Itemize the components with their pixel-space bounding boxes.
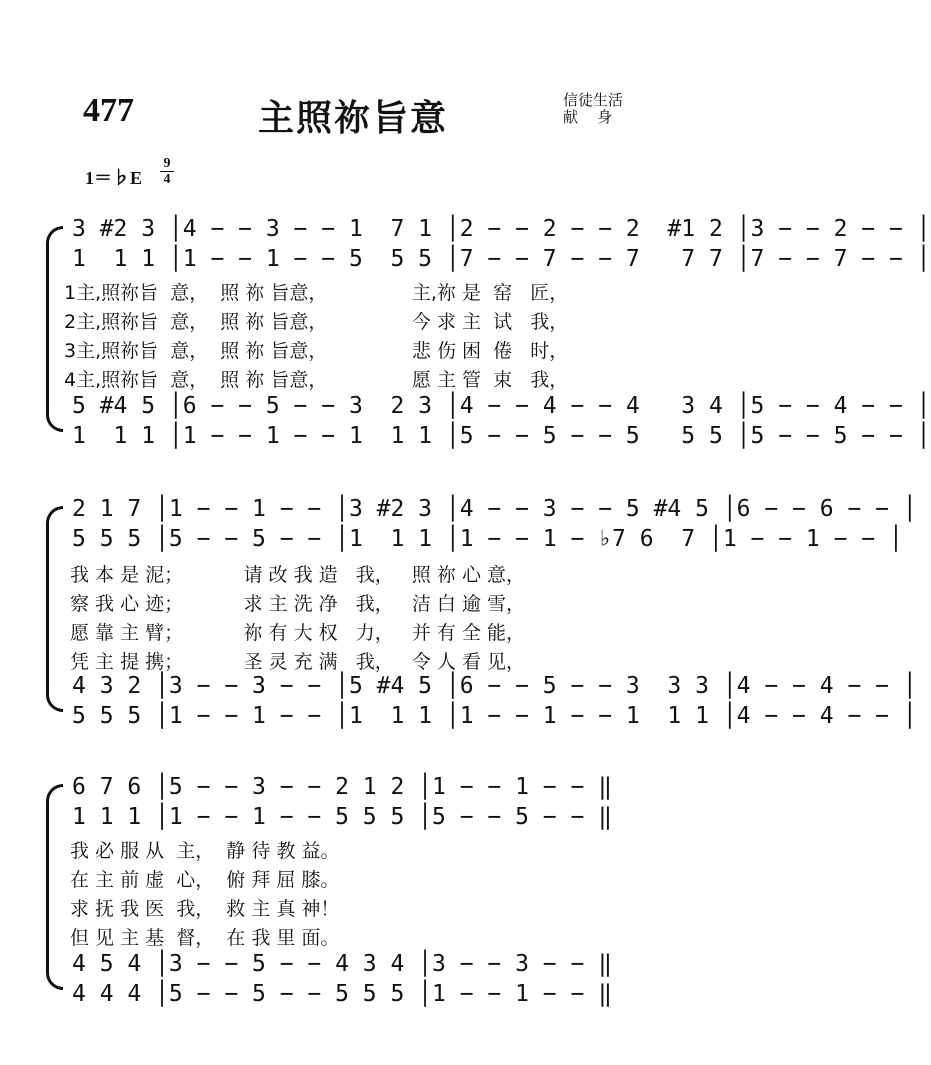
credit-line-1: 信徒生活 bbox=[563, 91, 624, 109]
soprano-line: 6 7 6 │5 − − 3 − − 2 1 2 │1 − − 1 − − ‖ bbox=[72, 774, 613, 800]
lyric-verse-4: 但 见 主 基 督， 在 我 里 面。 bbox=[70, 927, 340, 949]
lyric-verse-2: 在 主 前 虚 心， 俯 拜 屈 膝。 bbox=[70, 869, 340, 891]
lyric-verse-1: 我 必 服 从 主， 静 待 教 益。 bbox=[70, 840, 340, 862]
bass-line: 4 4 4 │5 − − 5 − − 5 5 5 │1 − − 1 − − ‖ bbox=[72, 981, 613, 1007]
lyric-verse-3: 求 抚 我 医 我， 救 主 真 神！ bbox=[70, 898, 340, 920]
key-signature: 1＝♭E bbox=[85, 168, 143, 188]
time-signature-top: 9 bbox=[163, 156, 171, 171]
lyric-verse-4: 4主,照祢旨 意， 照 祢 旨意， 愿 主 管 束 我， bbox=[64, 369, 569, 391]
time-signature-bottom: 4 bbox=[163, 172, 171, 187]
alto-line: 1 1 1 │1 − − 1 − − 5 5 5 │7 − − 7 − − 7 7 7 │7 − − 7 − − │ bbox=[72, 246, 931, 272]
tenor-line: 5 #4 5 │6 − − 5 − − 3 2 3 │4 − − 4 − − 4 3 4 │5 − − 4 − − │ bbox=[72, 393, 931, 419]
lyric-verse-3: 愿 靠 主 臂； 祢 有 大 权 力， 并 有 全 能， bbox=[70, 622, 525, 644]
lyric-verse-1: 1主,照祢旨 意， 照 祢 旨意， 主,祢 是 窑 匠， bbox=[64, 282, 569, 304]
bass-line: 5 5 5 │1 − − 1 − − │1 1 1 │1 − − 1 − − 1 1 1 │4 − − 4 − − │ bbox=[72, 703, 917, 729]
hymn-title: 主照祢旨意 bbox=[258, 98, 449, 139]
credit-block bbox=[563, 92, 623, 126]
lyric-verse-4: 凭 主 提 携； 圣 灵 充 满 我， 令 人 看 见， bbox=[70, 651, 525, 673]
lyric-verse-2: 2主,照祢旨 意， 照 祢 旨意， 今 求 主 试 我， bbox=[64, 311, 569, 333]
soprano-line: 3 #2 3 │4 − − 3 − − 1 7 1 │2 − − 2 − − 2 #1 2 │3 − − 2 − − │ bbox=[72, 216, 931, 242]
credit-line-2: 献 身 bbox=[563, 108, 613, 126]
alto-line: 5 5 5 │5 − − 5 − − │1 1 1 │1 − − 1 − ♭7 6 7 │1 − − 1 − − │ bbox=[72, 526, 903, 552]
lyric-verse-2: 察 我 心 迹； 求 主 洗 净 我， 洁 白 逾 雪， bbox=[70, 593, 525, 615]
bass-line: 1 1 1 │1 − − 1 − − 1 1 1 │5 − − 5 − − 5 5 5 │5 − − 5 − − │ bbox=[72, 423, 931, 449]
tenor-line: 4 3 2 │3 − − 3 − − │5 #4 5 │6 − − 5 − − 3 3 3 │4 − − 4 − − │ bbox=[72, 673, 917, 699]
alto-line: 1 1 1 │1 − − 1 − − 5 5 5 │5 − − 5 − − ‖ bbox=[72, 804, 613, 830]
soprano-line: 2 1 7 │1 − − 1 − − │3 #2 3 │4 − − 3 − − 5 #4 5 │6 − − 6 − − │ bbox=[72, 496, 917, 522]
lyric-verse-3: 3主,照祢旨 意， 照 祢 旨意， 悲 伤 困 倦 时， bbox=[64, 340, 569, 362]
system-brace bbox=[46, 784, 63, 990]
time-signature bbox=[160, 156, 174, 187]
hymn-number: 477 bbox=[83, 92, 134, 129]
tenor-line: 4 5 4 │3 − − 5 − − 4 3 4 │3 − − 3 − − ‖ bbox=[72, 951, 613, 977]
lyric-verse-1: 我 本 是 泥； 请 改 我 造 我， 照 祢 心 意， bbox=[70, 564, 525, 586]
system-brace bbox=[46, 506, 63, 712]
system-brace bbox=[46, 226, 63, 432]
